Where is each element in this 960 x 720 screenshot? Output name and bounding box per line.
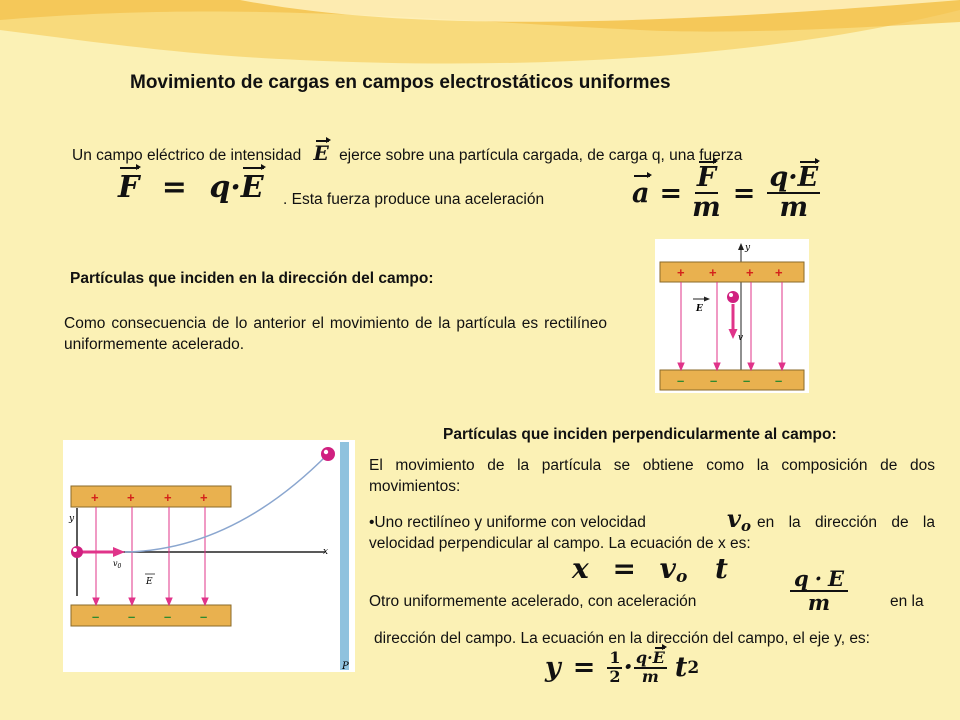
diagram-perpendicular-incidence [63,440,355,672]
diagram-parallel-incidence [655,239,809,393]
e-field-label: E [146,577,153,587]
v0-symbol: vo [727,504,751,535]
plus-sign: + [775,265,783,280]
screen-p [340,442,349,670]
plus-sign: + [746,265,754,280]
section2-p3-after: en la [890,593,924,610]
charge-particle-end [321,447,335,461]
minus-sign: – [200,609,208,624]
section2-p2-after: en la dirección de la velocidad perpendicular al campo. La ecuación de x es: [369,514,935,552]
section2-heading: Partículas que inciden perpendicularmente al campo: [443,426,837,443]
e-field-label: E [696,304,703,314]
plus-sign: + [127,490,135,505]
velocity-label: v [738,333,744,343]
charge-particle-start [71,546,83,558]
section2-paragraph-1: El movimiento de la partícula se obtiene como la composición de dos movimientos: [369,457,935,495]
section1-heading: Partículas que inciden en la dirección del campo: [70,270,434,287]
section2-p3-before: Otro uniformemente acelerado, con aceleración [369,593,697,610]
intro-line-1 [72,143,742,166]
minus-sign: – [677,373,685,388]
acceleration-fraction: $\frac{q \cdot E}{m}$ [790,568,848,614]
section2-p2-line1-before: •Uno rectilíneo y uniforme con velocidad [369,514,646,531]
plus-sign: + [91,490,99,505]
x-equation: x = vo t [572,552,728,587]
minus-sign: – [92,609,100,624]
minus-sign: – [710,373,718,388]
acceleration-formula: a = $\frac{F}{m}$ = $\frac{q\cdot E}{m}$ [632,162,819,224]
y-equation: y = $\frac{1}{2}$ · $\frac{q\cdot E}{m}$ t 2 [545,648,700,686]
minus-sign: – [743,373,751,388]
charge-particle [727,291,739,303]
plus-sign: + [164,490,172,505]
intro-text-before: Un campo eléctrico de intensidad [72,147,302,164]
intro-line-2: . Esta fuerza produce una aceleración [283,191,545,208]
y-axis-label: y [745,243,751,253]
minus-sign: – [164,609,172,624]
x-axis-label: x [323,547,329,557]
plus-sign: + [709,265,717,280]
minus-sign: – [775,373,783,388]
section2-paragraph-4: dirección del campo. La ecuación en la dirección del campo, el eje y, es: [374,630,870,647]
plus-sign: + [200,490,208,505]
slide-title: Movimiento de cargas en campos electrostáticos uniformes [130,72,671,93]
screen-label: P [342,661,349,672]
intro-text-after: ejerce sobre una partícula cargada, de carga q, una fuerza [339,147,743,164]
y-axis-label: y [69,514,75,524]
section1-text: Como consecuencia de lo anterior el movimiento de la partícula es rectilíneo uniformemente acelerado. [64,315,607,353]
force-formula: F = q·E [118,170,264,205]
v0-label: $v_0$ [113,559,122,570]
minus-sign: – [128,609,136,624]
vector-e-symbol: E [313,141,329,165]
plus-sign: + [677,265,685,280]
